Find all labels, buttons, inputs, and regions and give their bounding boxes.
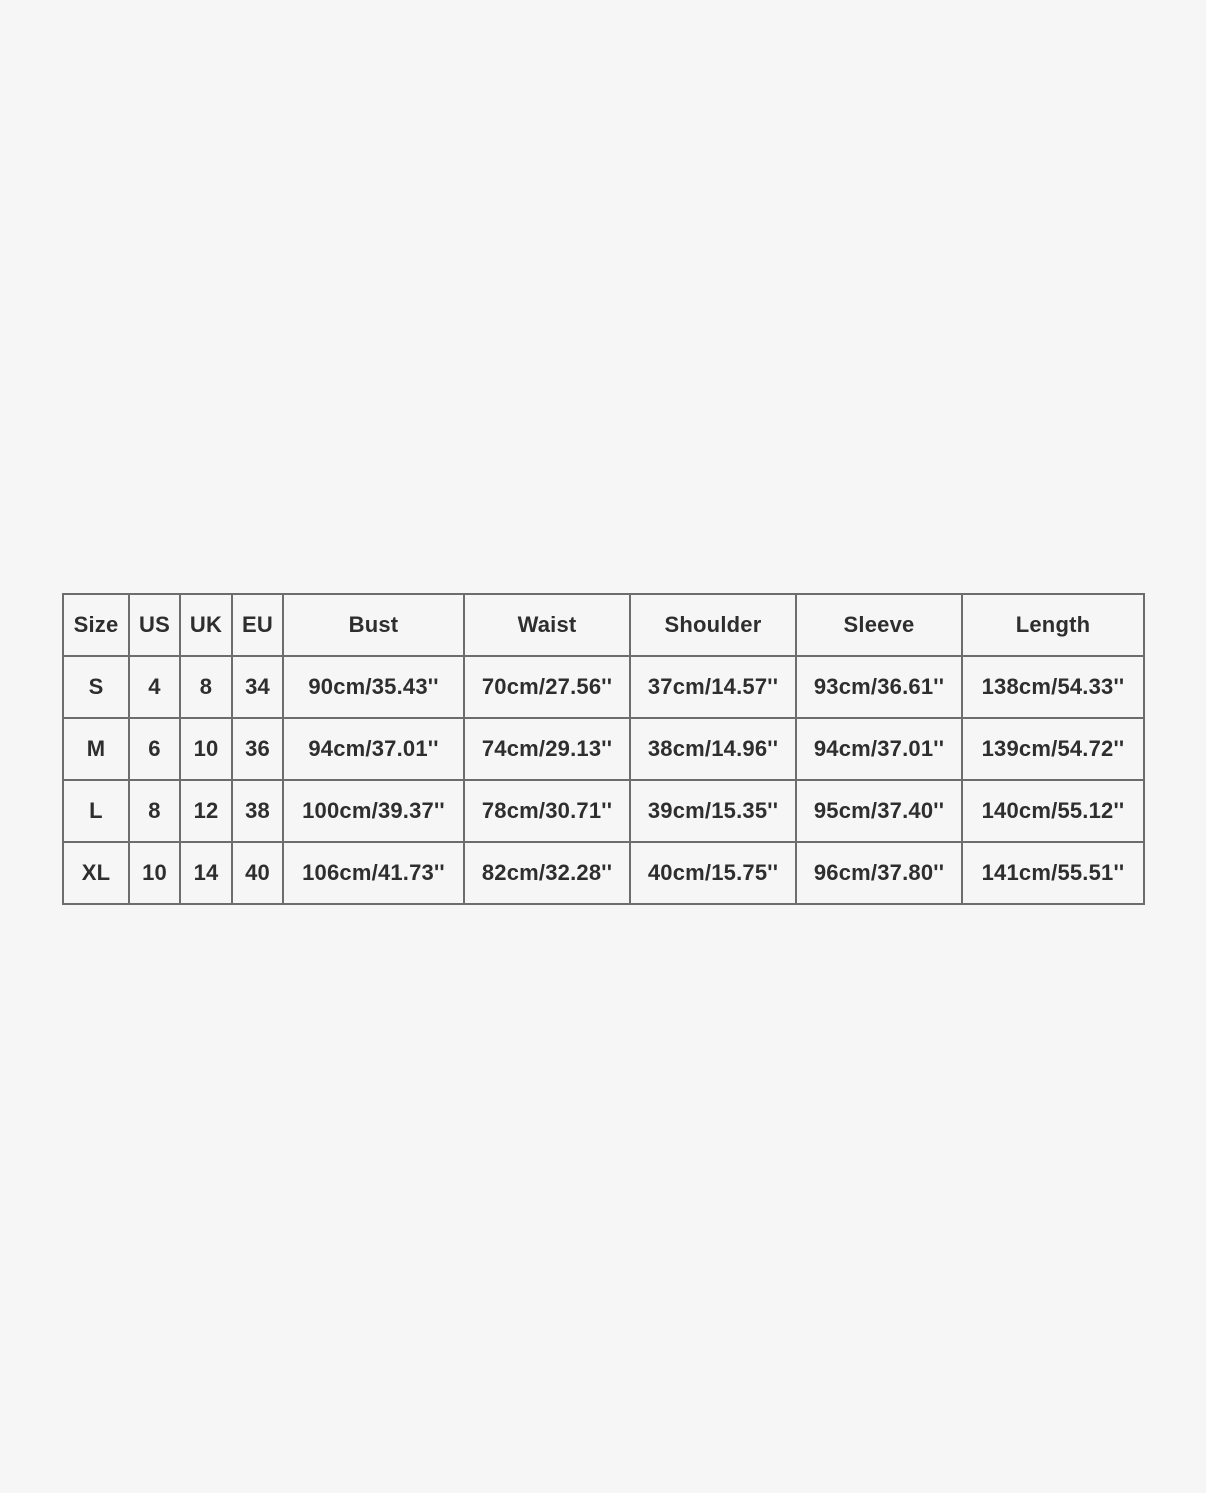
cell-size: XL [63,842,129,904]
cell-length: 141cm/55.51'' [962,842,1144,904]
size-chart-table [62,593,1145,905]
cell-bust: 90cm/35.43'' [283,656,464,718]
cell-waist: 82cm/32.28'' [464,842,630,904]
cell-bust: 100cm/39.37'' [283,780,464,842]
cell-eu: 36 [232,718,283,780]
table-row [63,718,1144,780]
cell-waist: 74cm/29.13'' [464,718,630,780]
cell-waist: 70cm/27.56'' [464,656,630,718]
cell-sleeve: 94cm/37.01'' [796,718,962,780]
cell-uk: 12 [180,780,232,842]
table-row [63,842,1144,904]
cell-us: 4 [129,656,180,718]
cell-sleeve: 95cm/37.40'' [796,780,962,842]
cell-bust: 106cm/41.73'' [283,842,464,904]
header-shoulder: Shoulder [630,594,796,656]
header-waist: Waist [464,594,630,656]
cell-shoulder: 40cm/15.75'' [630,842,796,904]
cell-us: 8 [129,780,180,842]
header-sleeve: Sleeve [796,594,962,656]
cell-sleeve: 96cm/37.80'' [796,842,962,904]
cell-uk: 10 [180,718,232,780]
header-uk: UK [180,594,232,656]
cell-waist: 78cm/30.71'' [464,780,630,842]
cell-shoulder: 37cm/14.57'' [630,656,796,718]
header-us: US [129,594,180,656]
cell-eu: 40 [232,842,283,904]
cell-us: 6 [129,718,180,780]
header-bust: Bust [283,594,464,656]
cell-size: L [63,780,129,842]
table-row [63,780,1144,842]
header-length: Length [962,594,1144,656]
cell-us: 10 [129,842,180,904]
cell-length: 138cm/54.33'' [962,656,1144,718]
cell-shoulder: 38cm/14.96'' [630,718,796,780]
cell-sleeve: 93cm/36.61'' [796,656,962,718]
cell-bust: 94cm/37.01'' [283,718,464,780]
cell-uk: 14 [180,842,232,904]
cell-eu: 34 [232,656,283,718]
cell-length: 139cm/54.72'' [962,718,1144,780]
cell-uk: 8 [180,656,232,718]
cell-length: 140cm/55.12'' [962,780,1144,842]
cell-eu: 38 [232,780,283,842]
cell-shoulder: 39cm/15.35'' [630,780,796,842]
cell-size: S [63,656,129,718]
table-row [63,656,1144,718]
table-header-row [63,594,1144,656]
cell-size: M [63,718,129,780]
header-eu: EU [232,594,283,656]
header-size: Size [63,594,129,656]
